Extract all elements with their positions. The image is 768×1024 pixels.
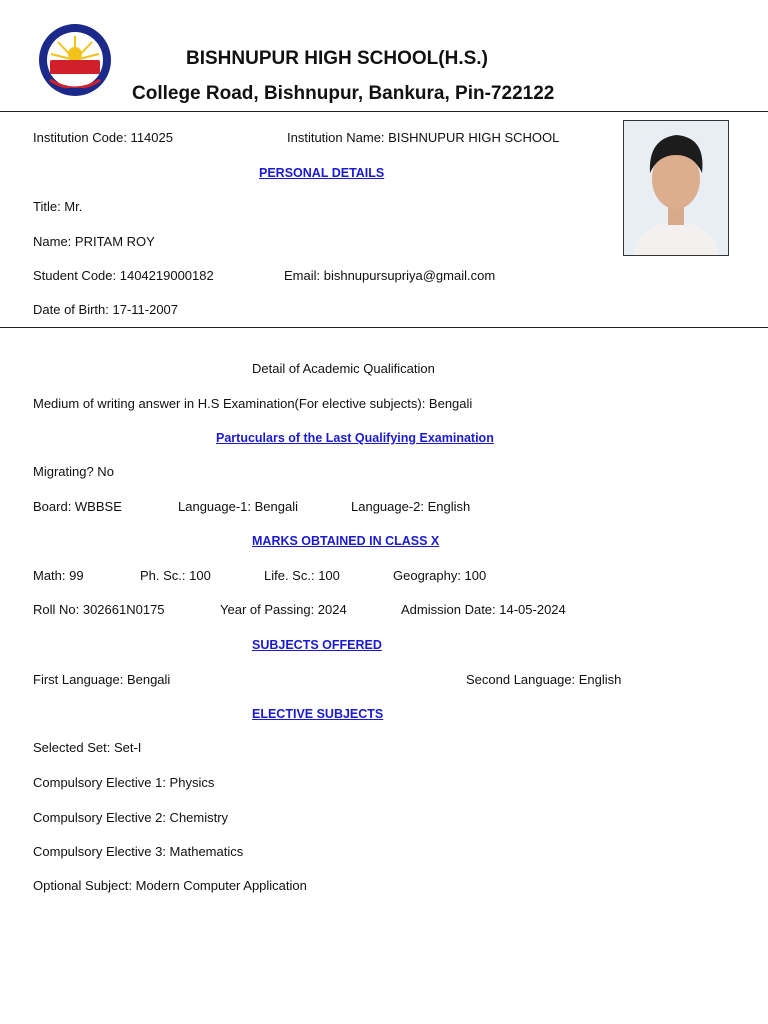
math-marks: Math: 99 — [33, 568, 84, 583]
compulsory-elective-1: Compulsory Elective 1: Physics — [33, 775, 215, 790]
second-language-field: Second Language: English — [466, 672, 622, 687]
first-language-field: First Language: Bengali — [33, 672, 171, 687]
roll-no-field: Roll No: 302661N0175 — [33, 602, 165, 617]
migrating-field: Migrating? No — [33, 464, 114, 479]
header-divider — [0, 111, 768, 112]
selected-set-field: Selected Set: Set-I — [33, 740, 142, 755]
elective-subjects-heading: ELECTIVE SUBJECTS — [252, 707, 384, 721]
phsc-marks: Ph. Sc.: 100 — [140, 568, 211, 583]
personal-details-heading: PERSONAL DETAILS — [259, 166, 385, 180]
school-logo — [36, 22, 114, 102]
institution-code: Institution Code: 114025 — [33, 130, 173, 145]
academic-heading: Detail of Academic Qualification — [252, 361, 435, 376]
school-address: College Road, Bishnupur, Bankura, Pin-722122 — [132, 83, 555, 104]
year-of-passing-field: Year of Passing: 2024 — [220, 602, 347, 617]
board-field: Board: WBBSE — [33, 499, 122, 514]
admission-date-field: Admission Date: 14-05-2024 — [401, 602, 566, 617]
compulsory-elective-3: Compulsory Elective 3: Mathematics — [33, 844, 244, 859]
section-divider — [0, 327, 768, 328]
dob-field: Date of Birth: 17-11-2007 — [33, 302, 179, 317]
lifesc-marks: Life. Sc.: 100 — [264, 568, 340, 583]
compulsory-elective-2: Compulsory Elective 2: Chemistry — [33, 810, 229, 825]
school-name: BISHNUPUR HIGH SCHOOL(H.S.) — [186, 48, 488, 69]
last-exam-heading: Partuculars of the Last Qualifying Examination — [216, 431, 494, 445]
optional-subject: Optional Subject: Modern Computer Application — [33, 878, 307, 893]
marks-heading: MARKS OBTAINED IN CLASS X — [252, 534, 440, 548]
subjects-offered-heading: SUBJECTS OFFERED — [252, 638, 382, 652]
medium-field: Medium of writing answer in H.S Examination(For elective subjects): Bengali — [33, 396, 473, 411]
name-field: Name: PRITAM ROY — [33, 234, 155, 249]
student-photo — [623, 120, 729, 256]
language1-field: Language-1: Bengali — [178, 499, 298, 514]
email-field: Email: bishnupursupriya@gmail.com — [284, 268, 496, 283]
geography-marks: Geography: 100 — [393, 568, 487, 583]
language2-field: Language-2: English — [351, 499, 471, 514]
institution-name: Institution Name: BISHNUPUR HIGH SCHOOL — [287, 130, 560, 145]
student-code-field: Student Code: 1404219000182 — [33, 268, 214, 283]
title-field: Title: Mr. — [33, 199, 83, 214]
